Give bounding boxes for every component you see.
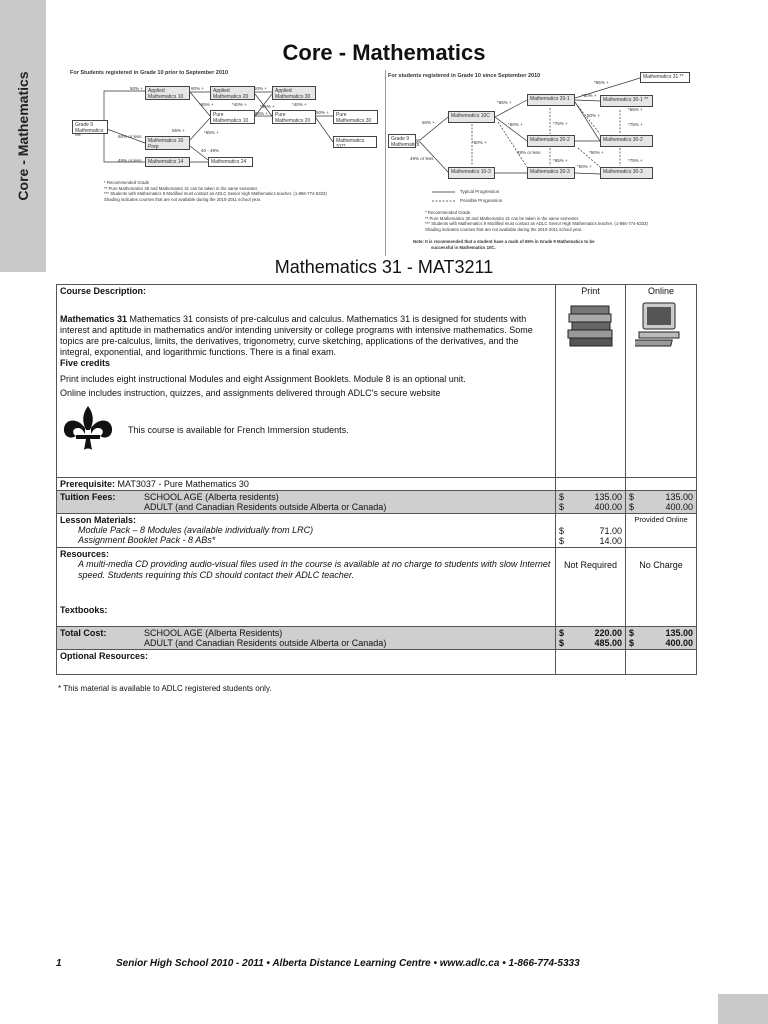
total-school: SCHOOL AGE (Alberta Residents): [144, 628, 283, 638]
pct: 50% +: [130, 86, 143, 91]
pct: 60% +: [254, 86, 267, 91]
tuition-online-cell: [626, 491, 697, 514]
pct: *50% +: [589, 150, 604, 155]
credits: Five credits: [60, 358, 111, 368]
box-applied10: Applied Mathematics 10: [145, 86, 190, 100]
empty-cell: [626, 478, 697, 491]
side-tab-label: Core - Mathematics: [15, 71, 31, 201]
box-pure10: Pure Mathematics 10: [210, 110, 255, 124]
total-print-cell: [556, 627, 626, 650]
no-charge: No Charge: [639, 560, 683, 570]
pct: 65% +: [172, 128, 185, 133]
legend-typical: Typical Progression: [460, 189, 500, 194]
pct: *40% +: [292, 102, 307, 107]
note-line: Shading indicates courses that are not available during the 2010-2011 school year.: [104, 196, 262, 202]
optional-cell: [57, 650, 556, 675]
legend-possible: Possible Progression: [460, 198, 503, 203]
tuition-print-school: 135.00: [594, 492, 623, 502]
box-applied20: Applied Mathematics 20: [210, 86, 255, 100]
pct: *60% +: [582, 93, 597, 98]
box-m302: Mathematics 30-2: [600, 135, 653, 147]
pct: 60% +: [255, 111, 268, 116]
page-footer: [56, 958, 580, 969]
box-grade9: Grade 9 Mathematics ***: [72, 120, 108, 134]
box-math24: Mathematics 24: [208, 157, 253, 167]
pct: *40% +: [232, 102, 247, 107]
currency: $: [559, 536, 565, 546]
tuition-school-row: [60, 492, 552, 502]
french-immersion-text: This course is available for French Immersion students.: [128, 425, 349, 435]
empty-cell: [556, 650, 626, 675]
tuition-cell: [57, 491, 556, 514]
currency: $: [559, 638, 565, 648]
description-cell: [57, 285, 556, 478]
pct: *65% +: [260, 104, 275, 109]
pct: *50% +: [577, 164, 592, 169]
pct: *75% +: [628, 122, 643, 127]
description-paragraph: [60, 314, 552, 358]
lesson-online-cell: [626, 514, 697, 548]
ab-pack: Assignment Booklet Pack - 8 ABs*: [78, 535, 216, 545]
print-includes: Print includes eight instructional Modules and eight Assignment Booklets. Module 8 is an optional unit.: [60, 374, 466, 384]
box-math14: Mathematics 14: [145, 157, 190, 167]
box-math31: Mathematics 31**: [333, 136, 377, 148]
page-number: 1: [56, 958, 62, 969]
pct: 49% or less: [517, 150, 541, 155]
currency: $: [629, 628, 635, 638]
left-diagram-heading: For Students registered in Grade 10 prior to September 2010: [70, 70, 229, 76]
note-line: * Recommended Grade: [104, 180, 150, 185]
total-adult: ADULT (and Canadian Residents outside Alberta or Canada): [144, 638, 387, 648]
fleur-de-lis-icon: [60, 404, 116, 456]
right-flow-arrows: [0, 0, 768, 300]
total-print-adult: 485.00: [594, 638, 623, 648]
ab-price: 14.00: [599, 536, 623, 546]
note-bold-line: Note: It is recommended that a student have a mark of 65% in Grade 9 Mathematics to be: [413, 239, 595, 244]
table-row: [57, 514, 697, 548]
pct: 60% +: [191, 86, 204, 91]
tuition-online-adult: 400.00: [665, 502, 693, 512]
right-diagram-heading: For students registered in Grade 10 since September 2010: [388, 73, 541, 79]
pct: *65% +: [497, 100, 512, 105]
box-m202: Mathematics 20-2: [527, 135, 575, 147]
online-includes: Online includes instruction, quizzes, and assignments delivered through ADLC's secure website: [60, 388, 441, 398]
currency: $: [559, 502, 565, 512]
note-line: ** Pure Mathematics 30 and Mathematics 31 can be taken in the same semester.: [425, 215, 580, 221]
pct: *65% +: [204, 130, 219, 135]
pct: 40 - 49%: [201, 148, 220, 153]
prereq-value: MAT3037 - Pure Mathematics 30: [115, 479, 249, 489]
empty-cell: [556, 478, 626, 491]
online-column-cell: [626, 285, 697, 478]
currency: $: [559, 492, 565, 502]
box-m301: Mathematics 30-1 **: [600, 95, 653, 107]
french-row: [60, 404, 552, 456]
table-row: [57, 548, 697, 627]
table-row: [57, 491, 697, 514]
page-title: Core - Mathematics: [282, 40, 486, 65]
footer-text: Senior High School 2010 - 2011 • Alberta Distance Learning Centre • www.adlc.ca • 1-866-774-5333: [116, 958, 580, 969]
pct: 50% +: [587, 113, 600, 118]
total-print-school: 220.00: [594, 628, 623, 638]
tuition-label: Tuition Fees:: [60, 492, 116, 502]
pct: *65% +: [628, 107, 643, 112]
note-line: *** Students with Mathematics 9 Modified must contact an ADLC Senior High Mathematics teacher. (1-866-774-5333): [425, 221, 648, 226]
box-m103: Mathematics 10-3: [448, 167, 495, 179]
tuition-online-school: 135.00: [665, 492, 693, 502]
pct: *65% +: [199, 102, 214, 107]
right-diagram-notes: [425, 210, 648, 232]
pct: *65% +: [553, 158, 568, 163]
box-r-grade9: Grade 9 Mathematics: [388, 134, 416, 148]
currency: $: [629, 502, 635, 512]
box-pure30: Pure Mathematics 30: [333, 110, 378, 124]
note-bold-line: successful in Mathematics 10C.: [431, 244, 496, 250]
table-row: [57, 627, 697, 650]
tuition-school: SCHOOL AGE (Alberta residents): [144, 492, 279, 502]
table-row: [57, 650, 697, 675]
pct: 60% or less: [118, 134, 142, 139]
description-text: Mathematics 31 consists of pre-calculus and calculus. Mathematics 31 is designed for students with interest and aptitude in mathematics and/or intending university or college programs with intensive mathematics. Some topics are pre-calculus, limits, the derivatives, trigonometry, curve sketching, applications of the derivatives, and the integral, exponential, and logarithmic functions. There is a final exam.: [60, 314, 533, 357]
module-pack: Module Pack – 8 Modules (available individually from LRC): [78, 525, 314, 535]
course-title: Mathematics 31 - MAT3211: [274, 257, 494, 277]
textbooks-label: Textbooks:: [60, 605, 108, 615]
pct: *65% +: [594, 80, 609, 85]
resources-label: Resources:: [60, 549, 110, 559]
pct: *75% +: [628, 158, 643, 163]
lesson-cell: [57, 514, 556, 548]
not-required: Not Required: [564, 560, 618, 570]
note-line: ** Pure Mathematics 30 and Mathematics 31 can be taken in the same semester.: [104, 185, 259, 191]
total-cell: [57, 627, 556, 650]
total-online-school: 135.00: [665, 628, 693, 638]
online-header: Online: [648, 286, 675, 296]
optional-label: Optional Resources:: [60, 651, 149, 661]
tuition-print-cell: [556, 491, 626, 514]
resources-print-cell: [556, 548, 626, 627]
box-pure20: Pure Mathematics 20: [272, 110, 316, 124]
prereq-cell: [57, 478, 556, 491]
description-bold: Mathematics 31: [60, 314, 128, 324]
box-m203: Mathematics 20-3: [527, 167, 575, 179]
pct: 49% or less: [410, 156, 434, 161]
pct: *60% +: [472, 140, 487, 145]
note-line: *** Students with Mathematics 9 Modified must contact an ADLC Senior High Mathematics teacher. (1-866-774-5333): [104, 191, 327, 196]
pct: 49% or less: [118, 158, 142, 163]
module-price: 71.00: [599, 526, 623, 536]
print-header: Print: [581, 286, 600, 296]
total-label: Total Cost:: [60, 628, 107, 638]
pct: *75% +: [553, 121, 568, 126]
footnote: * This material is available to ADLC registered students only.: [58, 684, 272, 693]
description-label: Course Description:: [60, 286, 147, 296]
lesson-print-cell: [556, 514, 626, 548]
tuition-print-adult: 400.00: [594, 502, 623, 512]
box-m303: Mathematics 30-3: [600, 167, 653, 179]
lesson-label: Lesson Materials:: [60, 515, 137, 525]
note-line: * Recommended Grade: [425, 210, 471, 215]
print-column-cell: [556, 285, 626, 478]
books-icon: [565, 302, 617, 348]
pct: 50% +: [316, 110, 329, 115]
box-m100: Mathematics 10C: [448, 111, 495, 123]
box-prep10: Mathematics 10 Prep: [145, 136, 190, 150]
currency: $: [559, 628, 565, 638]
box-applied30: Applied Mathematics 30: [272, 86, 316, 100]
total-online-adult: 400.00: [665, 638, 693, 648]
table-row: [57, 285, 697, 478]
box-m201: Mathematics 20-1: [527, 94, 575, 106]
corner-tab: [718, 994, 768, 1024]
course-table: [56, 284, 697, 675]
resources-online-cell: [626, 548, 697, 627]
total-online-cell: [626, 627, 697, 650]
tuition-adult: ADULT (and Canadian Residents outside Alberta or Canada): [144, 502, 387, 512]
empty-cell: [626, 650, 697, 675]
resources-text: A multi-media CD providing audio-visual files used in the course is available at no charge to students with slow Internet speed. Students requiring this CD should contact their ADLC teacher.: [78, 559, 551, 580]
provided-online: Provided Online: [634, 515, 688, 524]
prereq-label: Prerequisite:: [60, 479, 116, 489]
computer-icon: [635, 300, 687, 350]
resources-cell: [57, 548, 556, 627]
currency: $: [559, 526, 565, 536]
right-diagram-note-bold: [413, 239, 594, 250]
box-m31: Mathematics 31 **: [640, 72, 690, 83]
pct: 50% +: [422, 120, 435, 125]
pct: *50% +: [508, 122, 523, 127]
table-row: [57, 478, 697, 491]
currency: $: [629, 492, 635, 502]
note-line: Shading indicates courses that are not available during the 2010-2011 school year.: [425, 226, 583, 232]
currency: $: [629, 638, 635, 648]
